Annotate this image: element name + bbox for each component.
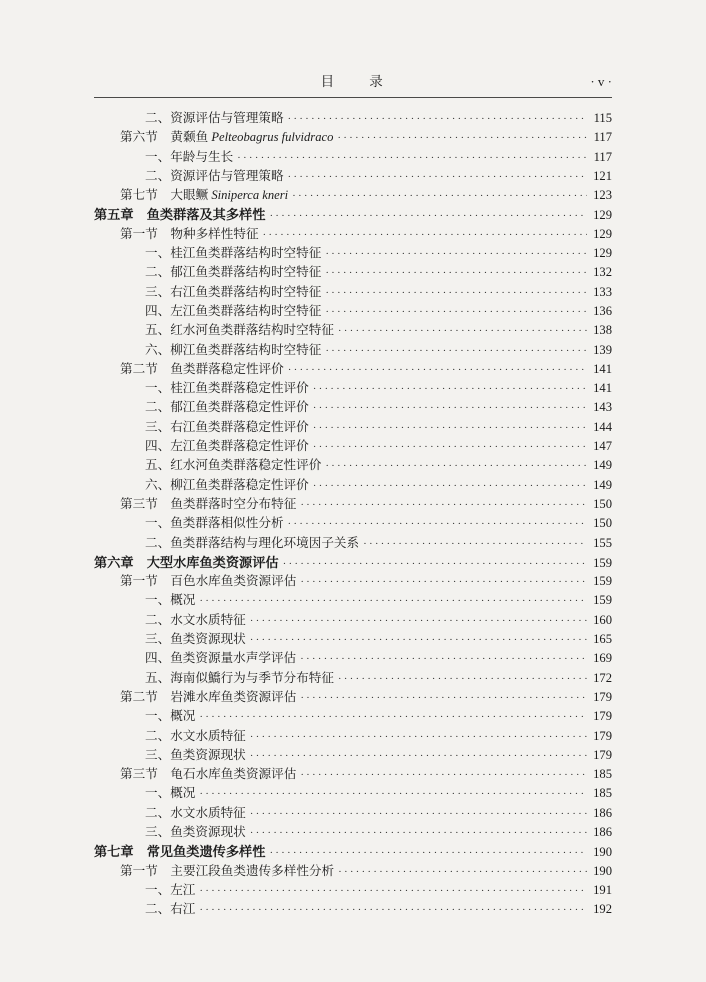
toc-entry-title: 一、桂江鱼类群落结构时空特征 xyxy=(145,246,322,261)
toc-entry-title: 第六章 大型水库鱼类资源评估 xyxy=(94,554,279,570)
toc-entry-title: 二、资源评估与管理策略 xyxy=(145,168,284,183)
toc-entry-title: 四、鱼类资源量水声学评估 xyxy=(145,651,297,666)
toc-entry-page-number: 179 xyxy=(593,689,612,704)
toc-entry xyxy=(94,495,612,514)
toc-entry xyxy=(94,476,612,495)
toc-entry-title: 第五章 鱼类群落及其多样性 xyxy=(94,207,266,223)
toc-entry-page-number: 144 xyxy=(593,419,612,434)
dotted-leader xyxy=(269,843,587,863)
dotted-leader xyxy=(237,148,587,168)
toc-entry-latin-name: Pelteobagrus fulvidraco xyxy=(211,130,334,145)
toc-entry-title: 六、柳江鱼类群落稳定性评价 xyxy=(145,477,309,492)
toc-entry-page-number: 115 xyxy=(593,111,612,125)
toc-entry-title: 二、郁江鱼类群落结构时空特征 xyxy=(145,265,322,280)
toc-entry xyxy=(94,553,612,572)
toc-entry-title: 第二节 鱼类群落稳定性评价 xyxy=(120,361,284,376)
toc-entry-page-number: 169 xyxy=(593,651,612,666)
toc-entry xyxy=(94,649,612,668)
toc-entry-title: 第一节 主要江段鱼类遗传多样性分析 xyxy=(120,863,335,878)
toc-entry xyxy=(94,205,612,224)
toc-entry-page-number: 186 xyxy=(593,805,612,820)
toc-entry-title: 六、柳江鱼类群落结构时空特征 xyxy=(145,342,322,357)
dotted-leader xyxy=(250,630,587,650)
toc-entry xyxy=(94,244,612,263)
toc-entry-page-number: 159 xyxy=(593,593,612,608)
toc-entry-page-number: 136 xyxy=(593,303,612,318)
dotted-leader xyxy=(250,746,587,766)
toc-entry-title: 一、左江 xyxy=(145,882,196,897)
toc-entry xyxy=(94,263,612,282)
dotted-leader xyxy=(313,418,587,438)
dotted-leader xyxy=(313,476,587,496)
dotted-leader xyxy=(325,283,587,303)
dotted-leader xyxy=(338,669,587,689)
toc-entry-page-number: 129 xyxy=(593,246,612,261)
dotted-leader xyxy=(325,244,587,264)
table-of-contents xyxy=(94,109,612,919)
toc-entry-title: 三、鱼类资源现状 xyxy=(145,824,246,839)
toc-entry-title: 二、水文水质特征 xyxy=(145,728,246,743)
dotted-leader xyxy=(199,707,587,727)
toc-entry-title: 第七章 常见鱼类遗传多样性 xyxy=(94,844,266,860)
toc-entry xyxy=(94,630,612,649)
toc-entry xyxy=(94,186,612,205)
toc-entry-page-number: 129 xyxy=(593,208,612,223)
page-title: 目 录 xyxy=(320,74,386,89)
dotted-leader xyxy=(313,398,587,418)
toc-entry-page-number: 117 xyxy=(593,130,612,145)
toc-entry-page-number: 143 xyxy=(593,400,612,415)
dotted-leader xyxy=(250,611,587,631)
toc-entry xyxy=(94,688,612,707)
toc-entry-page-number: 121 xyxy=(593,168,612,183)
toc-entry xyxy=(94,611,612,630)
toc-entry-page-number: 160 xyxy=(593,612,612,627)
toc-entry xyxy=(94,109,612,128)
dotted-leader xyxy=(300,495,587,515)
dotted-leader xyxy=(199,591,587,611)
toc-entry-title: 第一节 百色水库鱼类资源评估 xyxy=(120,574,297,589)
dotted-leader xyxy=(313,379,587,399)
dotted-leader xyxy=(338,862,587,882)
page-header xyxy=(94,70,612,98)
dotted-leader xyxy=(300,649,587,669)
dotted-leader xyxy=(300,688,587,708)
toc-entry xyxy=(94,341,612,360)
toc-entry-title: 第七节 大眼鳜 Siniperca kneri xyxy=(120,188,289,203)
toc-entry xyxy=(94,862,612,881)
toc-entry-page-number: 179 xyxy=(593,728,612,743)
dotted-leader xyxy=(199,784,587,804)
toc-entry-page-number: 190 xyxy=(593,845,612,860)
toc-entry xyxy=(94,456,612,475)
toc-entry-latin-name: Siniperca kneri xyxy=(211,188,289,203)
toc-entry-title: 第六节 黄颡鱼 Pelteobagrus fulvidraco xyxy=(120,130,334,145)
toc-entry-page-number: 185 xyxy=(593,786,612,801)
toc-entry xyxy=(94,418,612,437)
dotted-leader xyxy=(250,823,587,843)
dotted-leader xyxy=(363,534,587,554)
toc-entry xyxy=(94,900,612,919)
toc-entry xyxy=(94,128,612,147)
dotted-leader xyxy=(337,128,587,148)
toc-entry-title: 三、右江鱼类群落稳定性评价 xyxy=(145,419,309,434)
toc-entry xyxy=(94,398,612,417)
toc-entry xyxy=(94,727,612,746)
dotted-leader xyxy=(300,572,587,592)
toc-entry-title: 一、桂江鱼类群落稳定性评价 xyxy=(145,381,309,396)
toc-entry xyxy=(94,321,612,340)
toc-entry-title: 二、水文水质特征 xyxy=(145,805,246,820)
toc-entry-title: 二、资源评估与管理策略 xyxy=(145,111,284,125)
toc-entry-title: 第二节 岩滩水库鱼类资源评估 xyxy=(120,689,297,704)
toc-entry xyxy=(94,572,612,591)
toc-entry xyxy=(94,360,612,379)
toc-entry-title: 二、鱼类群落结构与理化环境因子关系 xyxy=(145,535,360,550)
dotted-leader xyxy=(325,302,587,322)
toc-entry-page-number: 192 xyxy=(593,902,612,917)
toc-entry-title: 二、水文水质特征 xyxy=(145,612,246,627)
toc-entry-page-number: 117 xyxy=(593,149,612,164)
dotted-leader xyxy=(263,225,587,245)
dotted-leader xyxy=(288,109,587,129)
dotted-leader xyxy=(199,900,587,920)
toc-entry-page-number: 141 xyxy=(593,381,612,396)
toc-entry-title: 四、左江鱼类群落结构时空特征 xyxy=(145,303,322,318)
toc-entry-title: 第一节 物种多样性特征 xyxy=(120,226,259,241)
toc-entry-page-number: 147 xyxy=(593,439,612,454)
toc-entry-page-number: 141 xyxy=(593,361,612,376)
toc-entry-title: 一、概况 xyxy=(145,709,196,724)
dotted-leader xyxy=(269,206,587,226)
toc-entry xyxy=(94,804,612,823)
toc-entry xyxy=(94,225,612,244)
toc-entry xyxy=(94,591,612,610)
dotted-leader xyxy=(300,765,587,785)
toc-entry-page-number: 165 xyxy=(593,632,612,647)
toc-entry-title: 五、红水河鱼类群落稳定性评价 xyxy=(145,458,322,473)
toc-entry-page-number: 123 xyxy=(593,188,612,203)
toc-entry xyxy=(94,765,612,784)
toc-entry-page-number: 132 xyxy=(593,265,612,280)
dotted-leader xyxy=(325,341,587,361)
toc-entry xyxy=(94,881,612,900)
toc-entry-title: 三、鱼类资源现状 xyxy=(145,632,246,647)
toc-entry-title: 一、概况 xyxy=(145,786,196,801)
toc-entry-title: 一、鱼类群落相似性分析 xyxy=(145,516,284,531)
header-page-marker: · v · xyxy=(590,74,612,89)
dotted-leader xyxy=(288,514,587,534)
toc-entry-title: 三、右江鱼类群落结构时空特征 xyxy=(145,284,322,299)
dotted-leader xyxy=(288,360,587,380)
toc-entry xyxy=(94,707,612,726)
toc-entry xyxy=(94,669,612,688)
dotted-leader xyxy=(283,554,587,574)
toc-entry xyxy=(94,302,612,321)
toc-entry xyxy=(94,784,612,803)
dotted-leader xyxy=(292,186,587,206)
dotted-leader xyxy=(250,804,587,824)
toc-entry-title: 二、郁江鱼类群落稳定性评价 xyxy=(145,400,309,415)
toc-entry-title: 四、左江鱼类群落稳定性评价 xyxy=(145,439,309,454)
toc-entry xyxy=(94,167,612,186)
toc-entry-page-number: 191 xyxy=(593,882,612,897)
toc-entry xyxy=(94,842,612,861)
toc-entry-page-number: 179 xyxy=(593,709,612,724)
dotted-leader xyxy=(313,437,587,457)
toc-entry-title: 一、年龄与生长 xyxy=(145,149,234,164)
dotted-leader xyxy=(325,263,587,283)
toc-entry-page-number: 129 xyxy=(593,226,612,241)
toc-entry-page-number: 179 xyxy=(593,747,612,762)
toc-entry-page-number: 172 xyxy=(593,670,612,685)
toc-entry-title: 二、右江 xyxy=(145,902,196,917)
toc-entry xyxy=(94,534,612,553)
toc-entry-page-number: 159 xyxy=(593,555,612,570)
toc-entry xyxy=(94,823,612,842)
toc-entry-page-number: 190 xyxy=(593,863,612,878)
toc-entry-page-number: 138 xyxy=(593,323,612,338)
dotted-leader xyxy=(288,167,587,187)
toc-entry xyxy=(94,746,612,765)
toc-entry-page-number: 139 xyxy=(593,342,612,357)
toc-entry xyxy=(94,514,612,533)
toc-entry-page-number: 149 xyxy=(593,458,612,473)
toc-entry-page-number: 185 xyxy=(593,767,612,782)
toc-entry-title: 五、海南似鱎行为与季节分布特征 xyxy=(145,670,334,685)
toc-entry-title: 三、鱼类资源现状 xyxy=(145,747,246,762)
toc-entry xyxy=(94,283,612,302)
toc-entry-page-number: 149 xyxy=(593,477,612,492)
toc-entry xyxy=(94,379,612,398)
dotted-leader xyxy=(199,881,587,901)
toc-entry xyxy=(94,437,612,456)
toc-entry-title: 第三节 鱼类群落时空分布特征 xyxy=(120,496,297,511)
toc-entry-title: 第三节 龟石水库鱼类资源评估 xyxy=(120,767,297,782)
toc-entry-title: 五、红水河鱼类群落结构时空特征 xyxy=(145,323,334,338)
toc-entry-page-number: 133 xyxy=(593,284,612,299)
toc-entry xyxy=(94,148,612,167)
toc-entry-page-number: 150 xyxy=(593,516,612,531)
toc-entry-title: 一、概况 xyxy=(145,593,196,608)
dotted-leader xyxy=(250,727,587,747)
dotted-leader xyxy=(338,321,587,341)
toc-entry-page-number: 155 xyxy=(593,535,612,550)
toc-entry-page-number: 186 xyxy=(593,824,612,839)
dotted-leader xyxy=(325,456,587,476)
toc-entry-page-number: 150 xyxy=(593,496,612,511)
toc-entry-page-number: 159 xyxy=(593,574,612,589)
